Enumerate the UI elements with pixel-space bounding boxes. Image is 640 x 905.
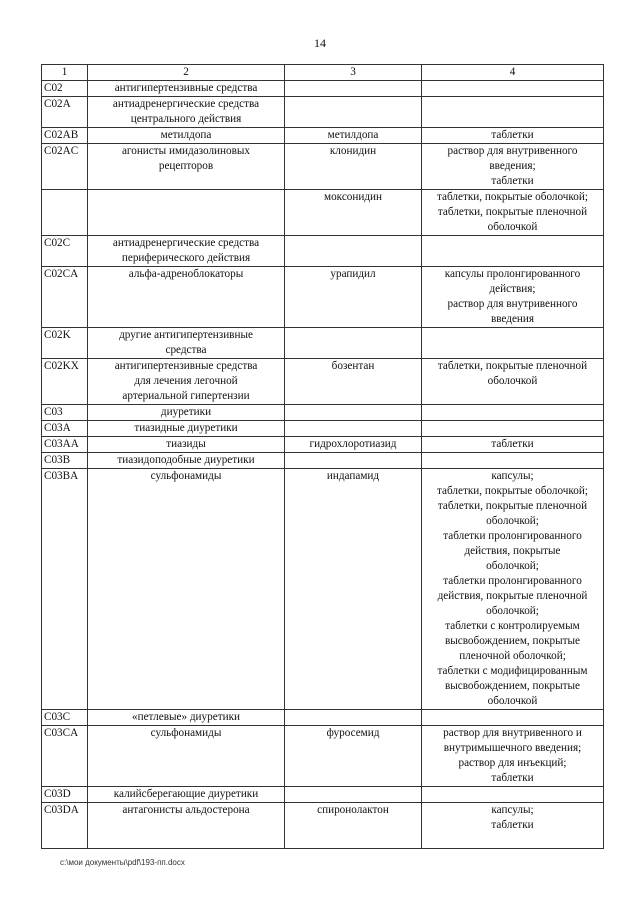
- atc-code-cell: C02A: [42, 97, 88, 128]
- dosage-form-cell: [422, 328, 604, 359]
- table-row: [42, 421, 604, 437]
- dosage-form-cell: таблетки: [422, 437, 604, 453]
- dosage-form-cell: [422, 97, 604, 128]
- table-header-row: [42, 65, 604, 81]
- header-cell: 3: [285, 65, 422, 81]
- drug-name-cell: метилдопа: [285, 128, 422, 144]
- anatomic-group-cell: агонисты имидазолиновых рецепторов: [88, 144, 285, 190]
- drug-name-cell: [285, 453, 422, 469]
- anatomic-group-cell: сульфонамиды: [88, 469, 285, 710]
- drug-name-cell: [285, 421, 422, 437]
- atc-code-cell: C03BA: [42, 469, 88, 710]
- table-row: [42, 359, 604, 405]
- dosage-form-cell: [422, 453, 604, 469]
- atc-code-cell: C02KX: [42, 359, 88, 405]
- table-row: [42, 803, 604, 849]
- table-row: [42, 437, 604, 453]
- atc-code-cell: C03: [42, 405, 88, 421]
- dosage-form-cell: [422, 421, 604, 437]
- dosage-form-cell: [422, 81, 604, 97]
- drug-name-cell: [285, 787, 422, 803]
- anatomic-group-cell: другие антигипертензивные средства: [88, 328, 285, 359]
- atc-code-cell: C03D: [42, 787, 88, 803]
- dosage-form-cell: капсулы пролонгированного действия; раствор для внутривенного введения: [422, 267, 604, 328]
- drug-name-cell: клонидин: [285, 144, 422, 190]
- dosage-form-cell: [422, 710, 604, 726]
- page-number: 14: [314, 36, 326, 50]
- dosage-form-cell: таблетки: [422, 128, 604, 144]
- table-row: [42, 97, 604, 128]
- dosage-form-cell: [422, 405, 604, 421]
- atc-code-cell: C02: [42, 81, 88, 97]
- anatomic-group-cell: «петлевые» диуретики: [88, 710, 285, 726]
- atc-code-cell: C02AB: [42, 128, 88, 144]
- drug-name-cell: гидрохлоротиазид: [285, 437, 422, 453]
- table-row: [42, 81, 604, 97]
- table-row: [42, 267, 604, 328]
- anatomic-group-cell: тиазидоподобные диуретики: [88, 453, 285, 469]
- anatomic-group-cell: альфа-адреноблокаторы: [88, 267, 285, 328]
- drug-name-cell: [285, 81, 422, 97]
- anatomic-group-cell: антиадренергические средства центрального действия: [88, 97, 285, 128]
- dosage-form-cell: капсулы; таблетки, покрытые оболочкой; таблетки, покрытые пленочной оболочкой; таблетки пролонгированного действия, покрытые оболочкой; таблетки пролонгированного действия, покрытые пленочной оболочкой; таблетки с контролируемым высвобождением, покрытые пленочной оболочкой; таблетки с модифицированным высвобождением, покрытые оболочкой: [422, 469, 604, 710]
- header-cell: 1: [42, 65, 88, 81]
- header-cell: 4: [422, 65, 604, 81]
- atc-code-cell: C03B: [42, 453, 88, 469]
- drug-name-cell: [285, 236, 422, 267]
- anatomic-group-cell: антигипертензивные средства: [88, 81, 285, 97]
- anatomic-group-cell: антагонисты альдостерона: [88, 803, 285, 849]
- anatomic-group-cell: тиазидные диуретики: [88, 421, 285, 437]
- drug-name-cell: бозентан: [285, 359, 422, 405]
- atc-code-cell: C02AC: [42, 144, 88, 190]
- dosage-form-cell: раствор для внутривенного и внутримышечного введения; раствор для инъекций; таблетки: [422, 726, 604, 787]
- dosage-form-cell: капсулы; таблетки: [422, 803, 604, 849]
- drug-name-cell: [285, 405, 422, 421]
- anatomic-group-cell: [88, 190, 285, 236]
- anatomic-group-cell: диуретики: [88, 405, 285, 421]
- table-row: [42, 236, 604, 267]
- table-row: [42, 405, 604, 421]
- table-row: [42, 469, 604, 710]
- anatomic-group-cell: антиадренергические средства периферического действия: [88, 236, 285, 267]
- table-row: [42, 710, 604, 726]
- dosage-form-cell: таблетки, покрытые оболочкой; таблетки, покрытые пленочной оболочкой: [422, 190, 604, 236]
- drug-name-cell: [285, 97, 422, 128]
- dosage-form-cell: [422, 236, 604, 267]
- anatomic-group-cell: тиазиды: [88, 437, 285, 453]
- dosage-form-cell: [422, 787, 604, 803]
- footer-file-path: c:\мои документы\pdf\193-пп.docx: [60, 858, 185, 867]
- drug-name-cell: [285, 710, 422, 726]
- drug-name-cell: спиронолактон: [285, 803, 422, 849]
- dosage-form-cell: таблетки, покрытые пленочной оболочкой: [422, 359, 604, 405]
- drug-name-cell: моксонидин: [285, 190, 422, 236]
- drug-name-cell: [285, 328, 422, 359]
- table-row: [42, 787, 604, 803]
- table-row: [42, 328, 604, 359]
- atc-code-cell: C03CA: [42, 726, 88, 787]
- atc-code-cell: C03DA: [42, 803, 88, 849]
- drug-name-cell: индапамид: [285, 469, 422, 710]
- atc-code-cell: C03AA: [42, 437, 88, 453]
- anatomic-group-cell: калийсберегающие диуретики: [88, 787, 285, 803]
- table-row: [42, 453, 604, 469]
- table-row: [42, 144, 604, 190]
- anatomic-group-cell: сульфонамиды: [88, 726, 285, 787]
- table-row: [42, 726, 604, 787]
- drug-table: [41, 64, 604, 849]
- anatomic-group-cell: антигипертензивные средства для лечения легочной артериальной гипертензии: [88, 359, 285, 405]
- atc-code-cell: [42, 190, 88, 236]
- header-cell: 2: [88, 65, 285, 81]
- anatomic-group-cell: метилдопа: [88, 128, 285, 144]
- table-row: [42, 190, 604, 236]
- atc-code-cell: C02K: [42, 328, 88, 359]
- atc-code-cell: C02C: [42, 236, 88, 267]
- atc-code-cell: C03C: [42, 710, 88, 726]
- table-row: [42, 128, 604, 144]
- drug-name-cell: фуросемид: [285, 726, 422, 787]
- drug-name-cell: урапидил: [285, 267, 422, 328]
- dosage-form-cell: раствор для внутривенного введения; таблетки: [422, 144, 604, 190]
- atc-code-cell: C02CA: [42, 267, 88, 328]
- atc-code-cell: C03A: [42, 421, 88, 437]
